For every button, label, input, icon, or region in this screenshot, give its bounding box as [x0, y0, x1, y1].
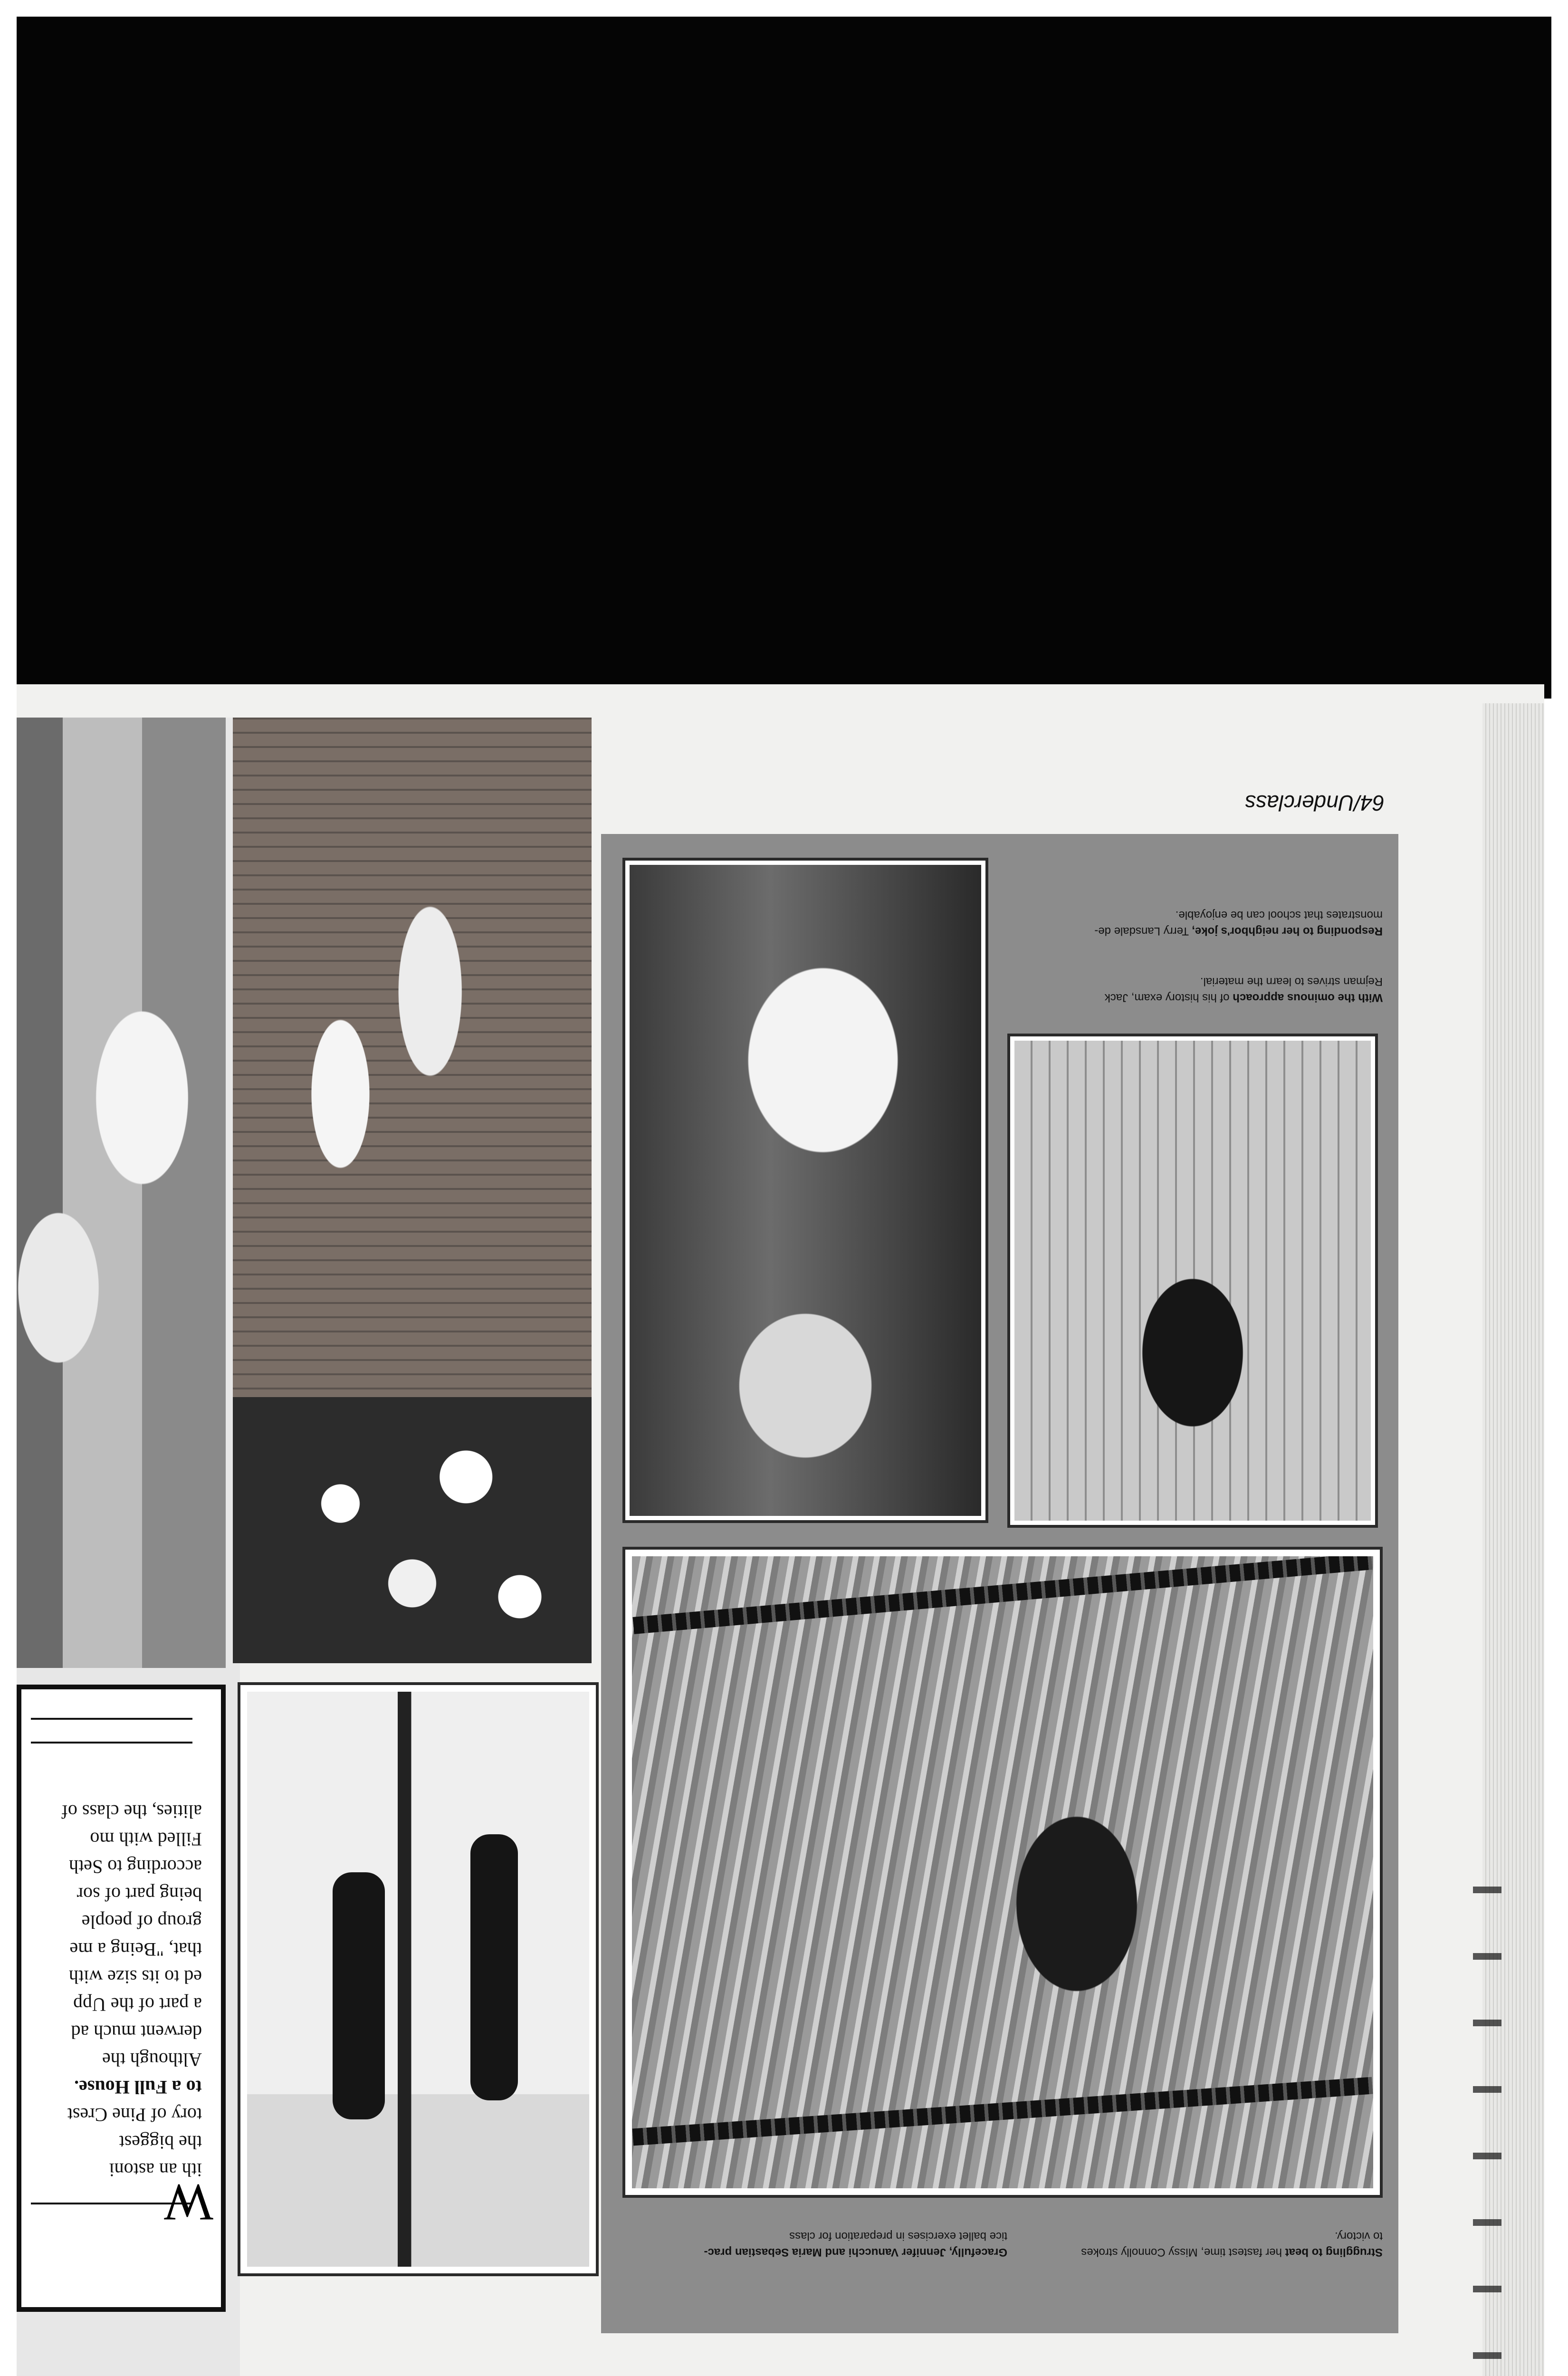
copy-line: Although the: [102, 2049, 202, 2070]
copy-line: to a Full House.: [74, 2077, 202, 2098]
page-folio: 64/Underclass: [1245, 791, 1385, 815]
caption-lead: Gracefully, Jennifer Vanucchi and Maria Sebastian prac-: [704, 2246, 1007, 2259]
copy-line: being part of sor: [76, 1884, 202, 1905]
lawn-photo: [17, 718, 226, 1668]
copy-line: according to Seth: [69, 1856, 202, 1878]
story-copy-box: [17, 1685, 226, 2312]
ballet-photo: [247, 1692, 589, 2267]
walkway-photo: [233, 718, 592, 1402]
copy-line: group of people: [81, 1911, 202, 1933]
caption-rejman: [1022, 975, 1383, 1022]
copy-line: alities, the class of: [61, 1801, 202, 1822]
copy-rule: [31, 1742, 192, 1744]
caption-body: Terry Lansdale de- monstrates that school can be enjoyable.: [1094, 909, 1383, 938]
caption-lead: With the ominous approach: [1233, 991, 1383, 1004]
copy-line: a part of the Upp: [73, 1994, 202, 2015]
lane-rope: [632, 2077, 1373, 2146]
swimming-photo: [632, 1556, 1373, 2188]
caption-lead: Responding to her neighbor's joke,: [1192, 925, 1383, 938]
copy-line: tory of Pine Crest: [67, 2104, 202, 2126]
copy-line: derwent much ad: [71, 2022, 202, 2043]
reading-student-photo: [1014, 1041, 1371, 1521]
tree-photo: [233, 1397, 592, 1663]
copy-line: ith an astoni: [109, 2159, 202, 2181]
scanner-background: [17, 17, 1551, 699]
caption-body: of his history exam, Jack Rejman strives to learn the material.: [1104, 975, 1383, 1004]
lane-rope: [632, 1556, 1372, 1634]
caption-body: her fastest time, Missy Connolly strokes to victory.: [1081, 2230, 1383, 2259]
dancer-figure: [333, 1872, 385, 2119]
caption-ballet: [627, 2230, 1007, 2276]
copy-line: Filled with mo: [90, 1829, 202, 1850]
caption-connolly: [1022, 2230, 1383, 2276]
copy-line: ed to its size with: [69, 1966, 202, 1988]
copy-rule: [31, 1718, 192, 1720]
copy-line: the biggest: [119, 2132, 202, 2153]
drop-cap: W: [164, 2174, 213, 2232]
caption-lead: Struggling to beat: [1285, 2246, 1383, 2259]
laughing-student-photo: [630, 865, 981, 1516]
caption-lansdale: [1022, 909, 1383, 955]
story-copy: [40, 1765, 202, 2184]
copy-line: that, "Being a me: [69, 1939, 202, 1960]
caption-body: tice ballet exercises in preparation for class: [789, 2230, 1007, 2242]
edge-marks: [1473, 1853, 1501, 2376]
dancer-figure: [470, 1834, 518, 2100]
